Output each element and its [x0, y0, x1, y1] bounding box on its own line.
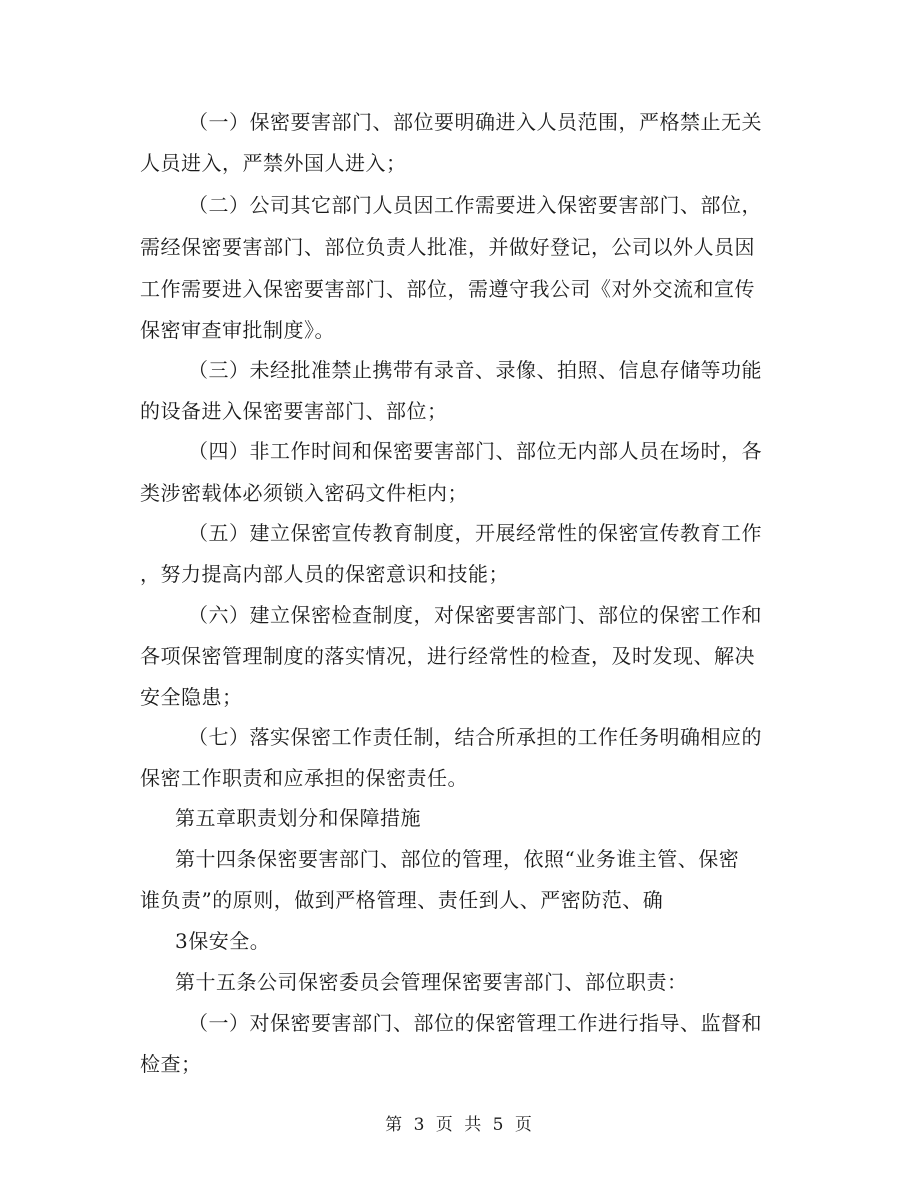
text-line-6: 保密审查审批制度》。 [140, 318, 335, 342]
text-line-1: （一）保密要害部门、部位要明确进入人员范围，严格禁止无关 [188, 110, 762, 134]
text-line-10: 类涉密载体必须锁入密码文件柜内； [140, 481, 468, 505]
text-line-2: 人员进入，严禁外国人进入； [140, 151, 407, 175]
text-line-9: （四）非工作时间和保密要害部门、部位无内部人员在场时，各 [188, 439, 762, 463]
chapter-heading: 第五章职责划分和保障措施 [175, 806, 421, 830]
text-line-22: 第十五条公司保密委员会管理保密要害部门、部位职责： [175, 970, 688, 994]
text-line-7: （三）未经批准禁止携带有录音、录像、拍照、信息存储等功能 [188, 358, 762, 382]
text-line-3: （二）公司其它部门人员因工作需要进入保密要害部门、部位， [188, 193, 762, 217]
text-line-24: 检查； [140, 1052, 202, 1076]
text-line-11: （五）建立保密宣传教育制度，开展经常性的保密宣传教育工作 [188, 521, 762, 545]
text-line-15: 安全隐患； [140, 685, 243, 709]
text-line-5: 工作需要进入保密要害部门、部位，需遵守我公司《对外交流和宣传 [140, 277, 755, 301]
text-line-8: 的设备进入保密要害部门、部位； [140, 399, 448, 423]
page-number-footer: 第 3 页 共 5 页 [385, 1115, 535, 1135]
text-line-23: （一）对保密要害部门、部位的保密管理工作进行指导、监督和 [188, 1011, 762, 1035]
text-line-13: （六）建立保密检查制度，对保密要害部门、部位的保密工作和 [188, 603, 762, 627]
text-line-16: （七）落实保密工作责任制，结合所承担的工作任务明确相应的 [188, 725, 762, 749]
text-line-19: 第十四条保密要害部门、部位的管理，依照“业务谁主管、保密 [175, 847, 740, 871]
text-line-21: 3保安全。 [175, 929, 271, 953]
text-line-4: 需经保密要害部门、部位负责人批准，并做好登记，公司以外人员因 [140, 235, 755, 259]
text-line-20: 谁负责”的原则，做到严格管理、责任到人、严密防范、确 [140, 888, 664, 912]
text-line-17: 保密工作职责和应承担的保密责任。 [140, 766, 468, 790]
text-line-12: ，努力提高内部人员的保密意识和技能； [140, 562, 509, 586]
text-line-14: 各项保密管理制度的落实情况，进行经常性的检查，及时发现、解决 [140, 644, 755, 668]
